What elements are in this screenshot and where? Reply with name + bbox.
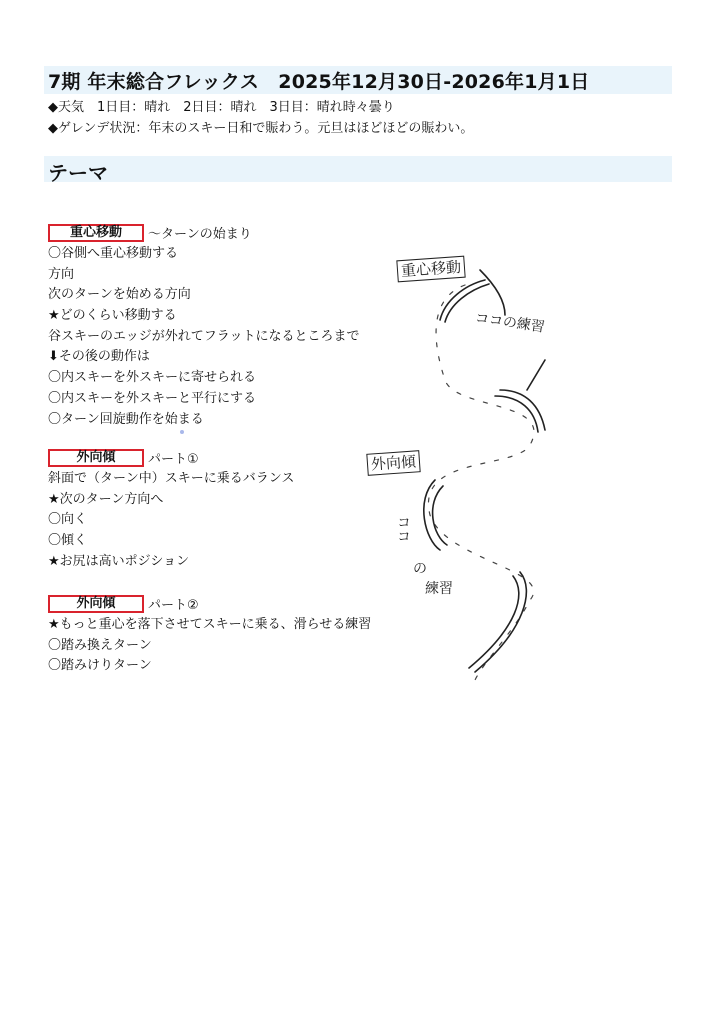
turn-sketch: [355, 240, 595, 700]
sketch-label-weight-shift: 重心移動: [396, 256, 465, 283]
section-line: 〇ターン回旋動作を始まる: [48, 411, 204, 427]
stray-dot: [180, 430, 184, 434]
pointer-line-mid: [527, 360, 545, 390]
section-label-box: 外向傾: [48, 595, 144, 613]
section-line: ★次のターン方向へ: [48, 491, 164, 507]
section-line: 〇踏み換えターン: [48, 637, 152, 653]
sketch-note-practice: ココの練習: [474, 310, 546, 336]
section-line: 〇内スキーを外スキーに寄せられる: [48, 370, 257, 386]
section-weight-shift: [48, 223, 359, 430]
section-line: 〇踏みけりターン: [48, 658, 152, 674]
section-line: ★もっと重心を落下させてスキーに乗る、滑らせる練習: [48, 617, 372, 632]
section-line: 斜面で（ターン中）スキーに乗るバランス: [48, 471, 295, 486]
ski-mid: [500, 390, 545, 430]
section-header: [48, 223, 359, 244]
sketch-label-angulation: 外向傾: [366, 450, 420, 476]
section-line: 谷スキーのエッジが外れてフラットになるところまで: [48, 328, 360, 344]
sketch-note-no: の: [413, 561, 427, 577]
section-suffix: パート②: [148, 598, 199, 613]
section-line: ★どのくらい移動する: [48, 308, 177, 324]
page-title: 7期 年末総合フレックス 2025年12月30日-2026年1月1日: [48, 71, 590, 93]
section-label-box: 外向傾: [48, 449, 144, 467]
section-line: 〇谷側へ重心移動する: [48, 246, 179, 261]
slope-condition-line: ◆ゲレンデ状況：年末のスキー日和で賑わう。元旦はほどほどの賑わい。: [48, 121, 474, 136]
section-line: 方向: [48, 266, 75, 282]
section-line: ⬇その後の動作は: [48, 349, 150, 365]
section-line: 〇傾く: [48, 533, 88, 549]
section-header: [48, 448, 294, 469]
section-label-box: 重心移動: [48, 224, 144, 242]
section-angulation-part1: [48, 448, 294, 572]
section-line: 〇向く: [48, 512, 88, 528]
weather-line: ◆天気 1日目：晴れ 2日目：晴れ 3日目：晴れ時々曇り: [48, 100, 395, 115]
section-line: ★お尻は高いポジション: [48, 553, 190, 569]
sketch-note-training: 練習: [425, 581, 453, 597]
section-angulation-part2: [48, 594, 371, 677]
sketch-note-here: ココ: [395, 515, 411, 543]
section-header: [48, 594, 371, 615]
section-suffix: 〜ターンの始まり: [148, 227, 252, 242]
section-suffix: パート①: [148, 452, 199, 467]
section-line: 次のターンを始める方向: [48, 287, 191, 303]
section-line: 〇内スキーを外スキーと平行にする: [48, 390, 257, 406]
theme-highlight: [44, 156, 672, 182]
theme-heading: テーマ: [48, 161, 108, 185]
